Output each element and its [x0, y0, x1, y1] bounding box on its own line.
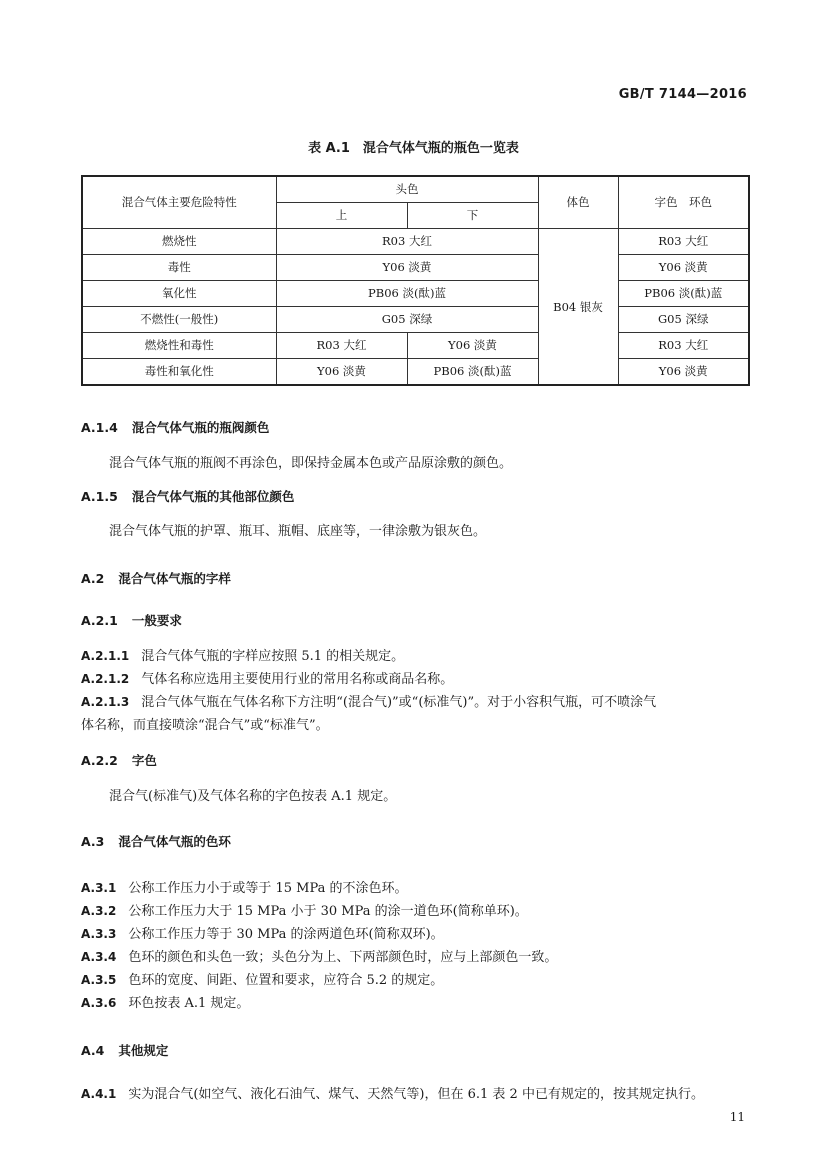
section-title: 一般要求 — [131, 613, 182, 628]
heading-a-1-5 — [81, 487, 294, 505]
clause-number: A.3.3 — [81, 927, 117, 941]
clause-number: A.3.2 — [81, 904, 117, 918]
paragraph-a-1-4: 混合气体气瓶的瓶阀不再涂色，即保持金属本色或产品原涂敷的颜色。 — [109, 456, 513, 471]
clause-text: 混合气体气瓶的字样应按照 5.1 的相关规定。 — [141, 649, 405, 664]
section-title: 混合气体气瓶的色环 — [118, 834, 231, 849]
clause-a-3-1 — [81, 877, 408, 896]
table-row — [82, 359, 749, 386]
cell-hazard: 燃烧性 — [82, 229, 276, 255]
cell-upper: Y06 淡黄 — [276, 359, 407, 386]
clause-number: A.4.1 — [81, 1087, 117, 1101]
section-title: 其他规定 — [118, 1043, 169, 1058]
heading-a-3 — [81, 832, 231, 850]
clause-number: A.2.1.1 — [81, 649, 130, 663]
header-lower: 下 — [407, 203, 538, 229]
clause-a-3-2 — [81, 900, 528, 919]
clause-text: 气体名称应选用主要使用行业的常用名称或商品名称。 — [141, 672, 454, 687]
header-head-color: 头色 — [276, 176, 538, 203]
paragraph-a-1-5: 混合气体气瓶的护罩、瓶耳、瓶帽、底座等，一律涂敷为银灰色。 — [109, 524, 487, 539]
clause-text: 公称工作压力等于 30 MPa 的涂两道色环(简称双环)。 — [128, 927, 444, 942]
cell-lower: PB06 淡(酞)蓝 — [407, 359, 538, 386]
section-title: 混合气体气瓶的其他部位颜色 — [131, 489, 295, 504]
cell-head: Y06 淡黄 — [276, 255, 538, 281]
cell-body-color: B04 银灰 — [538, 229, 618, 386]
cell-head: PB06 淡(酞)蓝 — [276, 281, 538, 307]
heading-a-4 — [81, 1041, 168, 1059]
clause-number: A.3.1 — [81, 881, 117, 895]
clause-text: 环色按表 A.1 规定。 — [128, 996, 250, 1011]
cell-text-ring: R03 大红 — [618, 333, 749, 359]
clause-a-2-1-1 — [81, 645, 404, 664]
cell-text-ring: G05 深绿 — [618, 307, 749, 333]
clause-a-2-1-3-continued: 体名称，而直接喷涂“混合气”或“标准气”。 — [81, 718, 329, 733]
section-title: 混合气体气瓶的瓶阀颜色 — [131, 420, 270, 435]
cell-text-ring: PB06 淡(酞)蓝 — [618, 281, 749, 307]
table-row — [82, 255, 749, 281]
clause-number: A.3.6 — [81, 996, 117, 1010]
cell-head: G05 深绿 — [276, 307, 538, 333]
clause-number: A.3.5 — [81, 973, 117, 987]
clause-a-2-1-2 — [81, 668, 453, 687]
cell-hazard: 氧化性 — [82, 281, 276, 307]
header-upper: 上 — [276, 203, 407, 229]
section-number: A.1.4 — [81, 420, 118, 435]
clause-text: 公称工作压力大于 15 MPa 小于 30 MPa 的涂一道色环(简称单环)。 — [128, 904, 528, 919]
table-title: 表 A.1 混合气体气瓶的瓶色一览表 — [308, 141, 519, 156]
header-text-ring-color: 字色 环色 — [618, 176, 749, 229]
clause-a-3-4 — [81, 946, 557, 965]
table-row — [82, 307, 749, 333]
header-hazard: 混合气体主要危险特性 — [82, 176, 276, 229]
clause-number: A.2.1.2 — [81, 672, 130, 686]
section-number: A.2.2 — [81, 753, 118, 768]
clause-number: A.2.1.3 — [81, 695, 130, 709]
table-row — [82, 281, 749, 307]
cell-lower: Y06 淡黄 — [407, 333, 538, 359]
cell-head: R03 大红 — [276, 229, 538, 255]
clause-a-3-5 — [81, 969, 443, 988]
heading-a-2 — [81, 569, 231, 587]
cell-hazard: 不燃性(一般性) — [82, 307, 276, 333]
heading-a-2-1 — [81, 611, 182, 629]
clause-text: 色环的宽度、间距、位置和要求，应符合 5.2 的规定。 — [128, 973, 444, 988]
clause-a-2-1-3 — [81, 691, 656, 710]
cell-hazard: 燃烧性和毒性 — [82, 333, 276, 359]
cylinder-color-table — [81, 175, 750, 386]
section-number: A.2.1 — [81, 613, 118, 628]
cell-text-ring: Y06 淡黄 — [618, 359, 749, 386]
clause-text: 实为混合气(如空气、液化石油气、煤气、天然气等)，但在 6.1 表 2 中已有规定的，按其规定执行。 — [128, 1087, 704, 1102]
section-title: 混合气体气瓶的字样 — [118, 571, 231, 586]
clause-number: A.3.4 — [81, 950, 117, 964]
section-number: A.3 — [81, 834, 105, 849]
clause-text: 公称工作压力小于或等于 15 MPa 的不涂色环。 — [128, 881, 408, 896]
cell-upper: R03 大红 — [276, 333, 407, 359]
heading-a-2-2 — [81, 751, 157, 769]
table-row — [82, 229, 749, 255]
cell-hazard: 毒性和氧化性 — [82, 359, 276, 386]
clause-text: 混合气体气瓶在气体名称下方注明“(混合气)”或“(标准气)”。对于小容积气瓶，可不喷涂气 — [141, 695, 657, 710]
cell-text-ring: Y06 淡黄 — [618, 255, 749, 281]
clause-a-3-3 — [81, 923, 444, 942]
section-number: A.1.5 — [81, 489, 118, 504]
table-header-row — [82, 176, 749, 203]
heading-a-1-4 — [81, 418, 269, 436]
cell-hazard: 毒性 — [82, 255, 276, 281]
clause-a-4-1 — [81, 1083, 704, 1102]
clause-a-3-6 — [81, 992, 249, 1011]
paragraph-a-2-2: 混合气(标准气)及气体名称的字色按表 A.1 规定。 — [109, 789, 397, 804]
cell-text-ring: R03 大红 — [618, 229, 749, 255]
section-title: 字色 — [131, 753, 157, 768]
header-body-color: 体色 — [538, 176, 618, 229]
section-number: A.4 — [81, 1043, 105, 1058]
table-row — [82, 333, 749, 359]
standard-number: GB/T 7144—2016 — [618, 87, 747, 102]
section-number: A.2 — [81, 571, 105, 586]
clause-text: 色环的颜色和头色一致；头色分为上、下两部颜色时，应与上部颜色一致。 — [128, 950, 558, 965]
page-number: 11 — [729, 1110, 745, 1124]
